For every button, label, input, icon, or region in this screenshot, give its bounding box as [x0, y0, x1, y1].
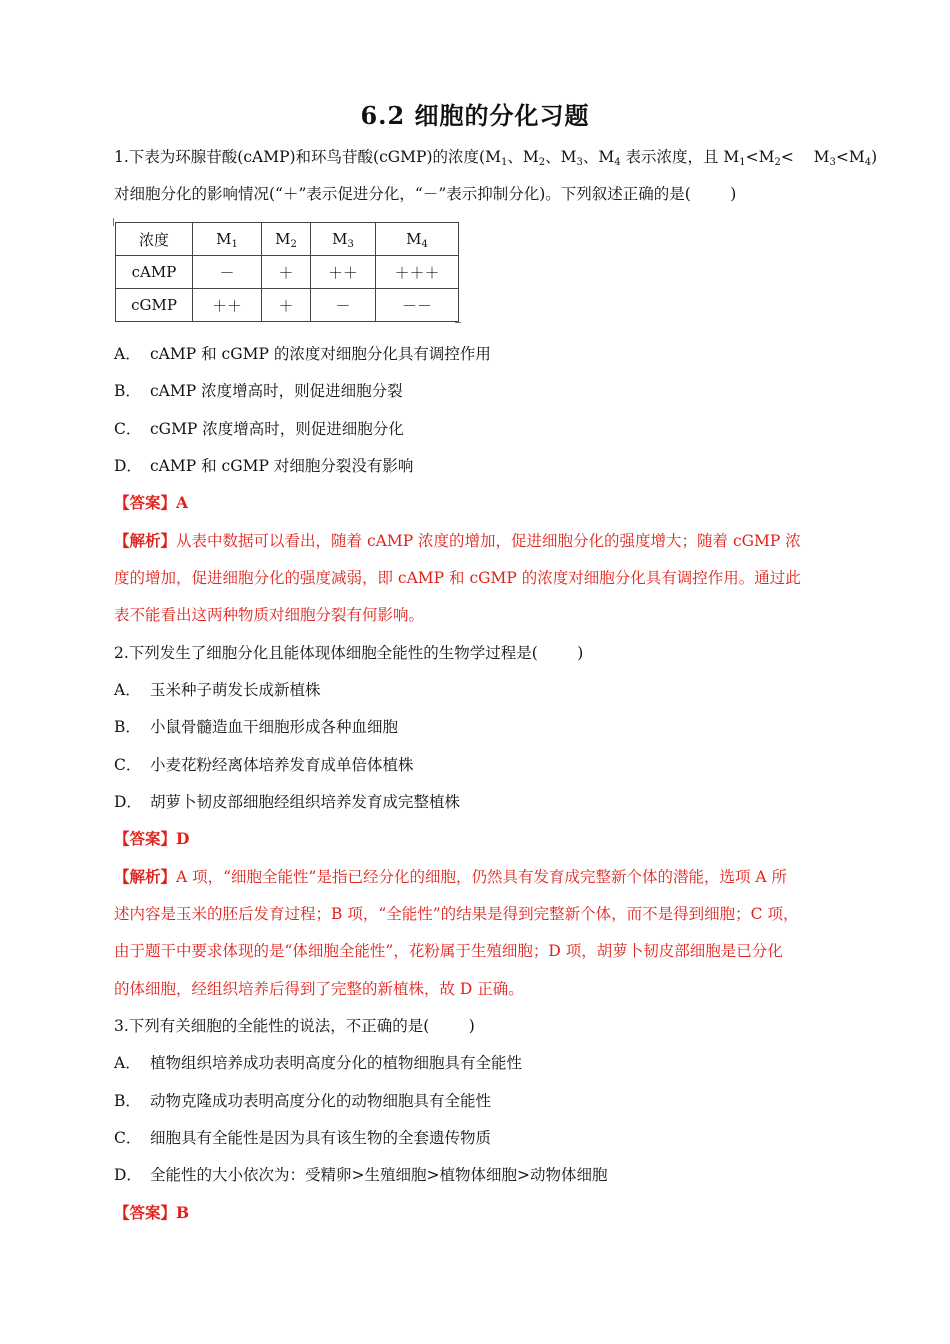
table-cell: cAMP	[116, 256, 193, 289]
q1-stem-text: < M	[780, 148, 830, 166]
option-letter: C．	[114, 420, 142, 438]
q3-option-d	[114, 1164, 844, 1186]
subscript: 4	[421, 239, 428, 250]
table-cell: ＋＋＋	[376, 256, 459, 289]
q2-answer	[114, 828, 844, 850]
option-letter: D．	[114, 457, 142, 475]
option-letter: C．	[114, 1129, 142, 1147]
analysis-text: A 项，“细胞全能性”是指已经分化的细胞，仍然具有发育成完整新个体的潜能，选项 A 所	[176, 868, 788, 886]
q2-option-a	[114, 679, 844, 701]
subscript: 1	[500, 157, 508, 168]
table-cell: ＋	[262, 289, 311, 322]
option-letter: C．	[114, 756, 142, 774]
subscript: 3	[829, 157, 836, 168]
q1-answer	[114, 492, 844, 514]
table-cell: －－	[376, 289, 459, 322]
table-cell: ＋＋	[193, 289, 262, 322]
option-text: 玉米种子萌发长成新植株	[150, 681, 321, 699]
q1-stem-text: <M	[835, 148, 865, 166]
q1-stem-line2: 对细胞分化的影响情况(“＋”表示促进分化，“－”表示抑制分化)。下列叙述正确的是( )	[114, 185, 737, 203]
q2-analysis-line: 述内容是玉米的胚后发育过程；B 项，“全能性”的结果是得到完整新个体，而不是得到细胞；C 项，	[114, 905, 799, 923]
table-crop-mark	[113, 218, 114, 226]
option-letter: B．	[114, 718, 141, 736]
subscript: 1	[231, 239, 238, 250]
table-cell: ＋	[262, 256, 311, 289]
page-title: 6.2 细胞的分化习题	[360, 101, 590, 130]
table-cell: cGMP	[116, 289, 193, 322]
subscript: 3	[347, 239, 354, 250]
option-text: 细胞具有全能性是因为具有该生物的全套遗传物质	[150, 1129, 492, 1147]
option-letter: D．	[114, 793, 142, 811]
option-text: 胡萝卜韧皮部细胞经组织培养发育成完整植株	[150, 793, 461, 811]
option-text: cAMP 和 cGMP 的浓度对细胞分化具有调控作用	[150, 345, 491, 363]
q3-option-a	[114, 1052, 844, 1074]
q2-analysis-line	[114, 866, 844, 888]
option-text: 小麦花粉经离体培养发育成单倍体植株	[150, 756, 414, 774]
subscript: 2	[538, 157, 546, 168]
q1-stem-text: <M	[745, 148, 775, 166]
concentration-table	[115, 222, 459, 322]
q1-stem-text: 、M	[507, 148, 539, 166]
q1-stem-text: 1.下表为环腺苷酸(cAMP)和环鸟苷酸(cGMP)的浓度(M	[114, 148, 501, 166]
subscript: 2	[774, 157, 781, 168]
answer-tag: 【答案】	[114, 829, 177, 848]
q1-stem-text: 表示浓度，且 M	[620, 148, 740, 166]
q1-stem-text: )	[871, 148, 878, 166]
q2-analysis-line: 由于题干中要求体现的是“体细胞全能性”，花粉属于生殖细胞；D 项，胡萝卜韧皮部细胞是已分化	[114, 942, 783, 960]
subscript: 3	[576, 157, 583, 168]
table-cell: －	[311, 289, 376, 322]
q1-stem-text: 、M	[582, 148, 615, 166]
q2-option-c	[114, 754, 844, 776]
option-letter: A．	[114, 1054, 141, 1072]
option-text: cAMP 浓度增高时，则促进细胞分裂	[150, 382, 403, 400]
table-row	[116, 256, 459, 289]
answer-value: A	[176, 493, 189, 512]
option-letter: B．	[114, 382, 141, 400]
header-text: M	[406, 230, 422, 248]
q3-stem: 3.下列有关细胞的全能性的说法，不正确的是( )	[114, 1017, 475, 1035]
q3-option-c	[114, 1127, 844, 1149]
table-header-cell	[311, 223, 376, 256]
q2-stem: 2.下列发生了细胞分化且能体现体细胞全能性的生物学过程是( )	[114, 644, 584, 662]
subscript: 4	[864, 157, 872, 168]
answer-value: D	[176, 829, 190, 848]
table-header-cell	[193, 223, 262, 256]
option-letter: B．	[114, 1092, 141, 1110]
q2-analysis-line: 的体细胞，经组织培养后得到了完整的新植株，故 D 正确。	[114, 980, 524, 998]
analysis-tag: 【解析】	[114, 867, 177, 886]
q3-option-b	[114, 1090, 844, 1112]
q2-option-b	[114, 716, 844, 738]
table-row	[116, 289, 459, 322]
table-header-cell	[376, 223, 459, 256]
answer-value: B	[176, 1203, 190, 1222]
option-text: 植物组织培养成功表明高度分化的植物细胞具有全能性	[150, 1054, 523, 1072]
option-text: cAMP 和 cGMP 对细胞分裂没有影响	[150, 457, 414, 475]
q1-analysis-line: 度的增加，促进细胞分化的强度减弱，即 cAMP 和 cGMP 的浓度对细胞分化具有调控作用。通过此	[114, 569, 801, 587]
header-text: M	[332, 230, 348, 248]
analysis-tag: 【解析】	[114, 531, 177, 550]
option-letter: A．	[114, 681, 141, 699]
table-crop-mark	[455, 322, 461, 323]
subscript: 4	[614, 157, 621, 168]
table-cell: ＋＋	[311, 256, 376, 289]
q1-stem-line1	[114, 146, 878, 168]
header-text: M	[275, 230, 291, 248]
header-text: M	[216, 230, 232, 248]
q1-option-d	[114, 455, 844, 477]
q3-answer	[114, 1202, 844, 1224]
option-letter: D．	[114, 1166, 142, 1184]
option-text: cGMP 浓度增高时，则促进细胞分化	[150, 420, 404, 438]
answer-tag: 【答案】	[114, 493, 177, 512]
q1-analysis-line: 表不能看出这两种物质对细胞分裂有何影响。	[114, 606, 425, 624]
table-header-row	[116, 223, 459, 256]
q1-option-b	[114, 380, 844, 402]
analysis-text: 从表中数据可以看出，随着 cAMP 浓度的增加，促进细胞分化的强度增大；随着 cGMP 浓	[176, 532, 801, 550]
option-letter: A．	[114, 345, 141, 363]
table-header-cell: 浓度	[116, 223, 193, 256]
answer-tag: 【答案】	[114, 1203, 177, 1222]
option-text: 动物克隆成功表明高度分化的动物细胞具有全能性	[150, 1092, 492, 1110]
table-cell: －	[193, 256, 262, 289]
subscript: 1	[739, 157, 746, 168]
option-text: 全能性的大小依次为：受精卵>生殖细胞>植物体细胞>动物体细胞	[150, 1166, 608, 1184]
q1-option-a	[114, 343, 844, 365]
q1-analysis-line	[114, 530, 844, 552]
option-text: 小鼠骨髓造血干细胞形成各种血细胞	[150, 718, 399, 736]
subscript: 2	[290, 239, 297, 250]
table-header-cell	[262, 223, 311, 256]
q1-stem-text: 、M	[545, 148, 577, 166]
q1-option-c	[114, 418, 844, 440]
q2-option-d	[114, 791, 844, 813]
